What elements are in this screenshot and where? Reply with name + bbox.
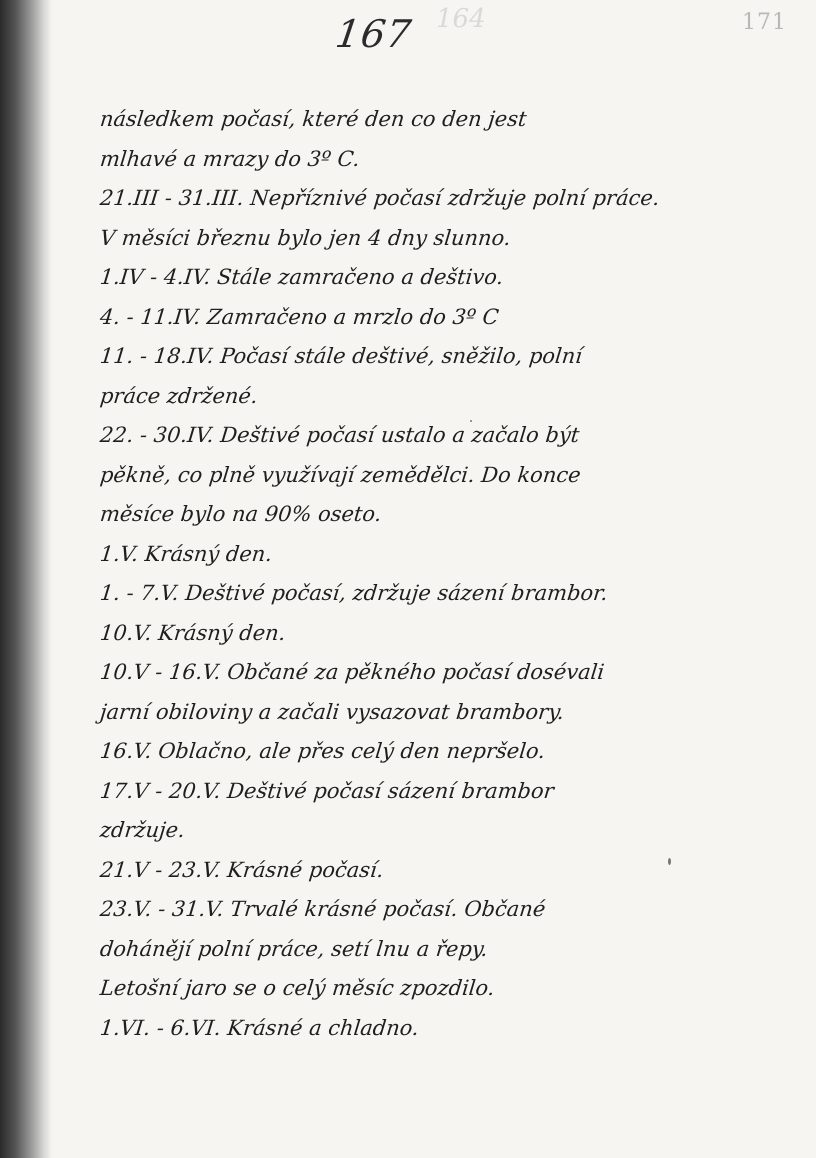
text-line: dohánějí polní práce, setí lnu a řepy. [98, 936, 489, 961]
faint-page-number: 164 [436, 4, 486, 34]
text-line: pěkně, co plně využívají zemědělci. Do konce [98, 462, 582, 487]
text-line: mlhavé a mrazy do 3º C. [98, 146, 361, 171]
text-line: Letošní jaro se o celý měsíc zpozdilo. [98, 976, 496, 1000]
text-line: měsíce bylo na 90% oseto. [98, 502, 383, 526]
page-number: 167 [332, 12, 415, 56]
text-line: 23.V. - 31.V. Trvalé krásné počasí. Občané [98, 897, 547, 921]
text-line: 10.V. Krásný den. [98, 620, 287, 645]
text-line: 10.V - 16.V. Občané za pěkného počasí dosévali [98, 660, 606, 684]
text-line: jarní obiloviny a začali vysazovat brambory. [98, 699, 566, 724]
text-line: 16.V. Oblačno, ale přes celý den nepršelo. [98, 739, 547, 763]
handwritten-text [100, 100, 690, 1048]
text-line: zdržuje. [98, 818, 187, 842]
text-line: 21.V - 23.V. Krásné počasí. [98, 857, 385, 882]
text-line: následkem počasí, které den co den jest [98, 107, 528, 131]
text-line: 1. - 7.V. Deštivé počasí, zdržuje sázení brambor. [98, 581, 609, 605]
text-line: 1.VI. - 6.VI. Krásné a chladno. [98, 1015, 421, 1040]
text-line: V měsíci březnu bylo jen 4 dny slunno. [98, 225, 512, 250]
corner-page-number: 171 [742, 10, 787, 35]
text-line: 11. - 18.IV. Počasí stále deštivé, sněžilo, polní [98, 344, 584, 368]
text-line: 21.III - 31.III. Nepříznivé počasí zdržuje polní práce. [98, 186, 661, 210]
scan-binding-edge [0, 0, 52, 1158]
text-line: 1.IV - 4.IV. Stále zamračeno a deštivo. [98, 265, 505, 289]
text-line: 1.V. Krásný den. [98, 541, 274, 566]
text-line: práce zdržené. [98, 383, 259, 408]
text-line: 17.V - 20.V. Deštivé počasí sázení brambor [98, 778, 556, 803]
text-line: 22. - 30.IV. Deštivé počasí ustalo a začalo být [98, 423, 581, 447]
text-line: 4. - 11.IV. Zamračeno a mrzlo do 3º C [98, 304, 500, 329]
